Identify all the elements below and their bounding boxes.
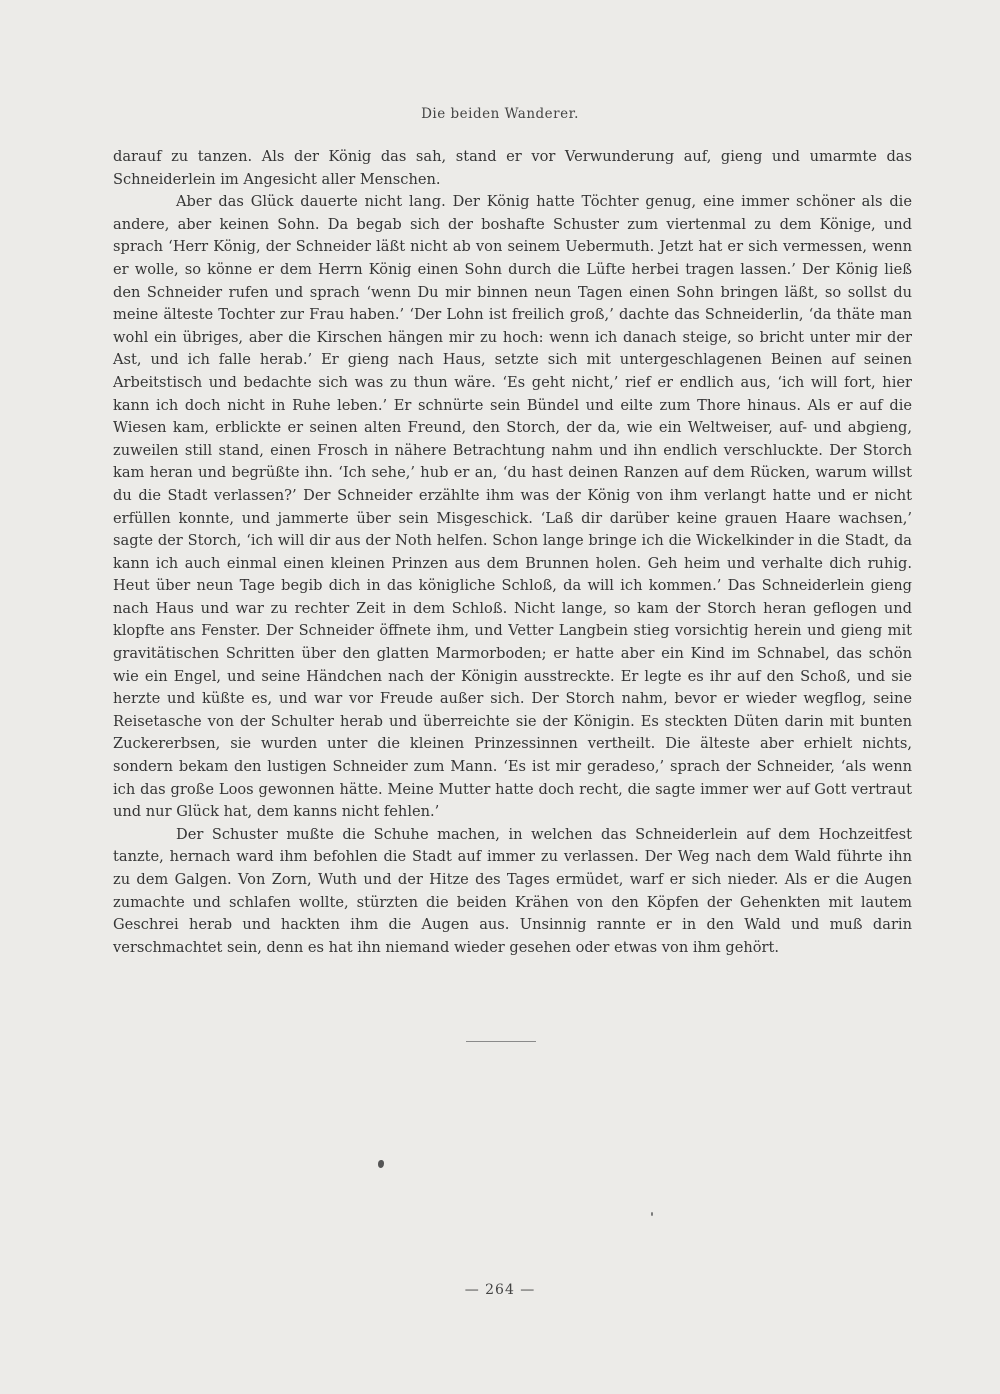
ink-speck-small bbox=[651, 1212, 653, 1216]
paragraph-2: Aber das Glück dauerte nicht lang. Der König hatte Töchter genug, eine immer schöner als die andere, aber keinen Sohn. Da begab sich der boshafte Schuster zum viertenmal zu dem Könige, und sprach ‘Herr König, der Schneider läßt nicht ab von seinem Uebermuth. Jetzt hat er sich vermessen, wenn er wolle, so könne er dem Herrn König einen Sohn durch die Lüfte herbei tragen lassen.’ Der König ließ den Schneider rufen und sprach ‘wenn Du mir binnen neun Tagen einen Sohn bringen läßt, so sollst du meine älteste Tochter zur Frau haben.’ ‘Der Lohn ist freilich groß,’ dachte das Schneiderlin, ‘da thäte man wohl ein übriges, aber die Kirschen hängen mir zu hoch: wenn ich danach steige, so bricht unter mir der Ast, und ich falle herab.’ Er gieng nach Haus, setzte sich mit untergeschlagenen Beinen auf seinen Arbeitstisch und bedachte sich was zu thun wäre. ‘Es geht nicht,’ rief er endlich aus, ‘ich will fort, hier kann ich doch nicht in Ruhe leben.’ Er schnürte sein Bündel und eilte zum Thore hinaus. Als er auf die Wiesen kam, erblickte er seinen alten Freund, den Storch, der da, wie ein Weltweiser, auf- und abgieng, zuweilen still stand, einen Frosch in nähere Betrachtung nahm und ihn endlich verschluckte. Der Storch kam heran und begrüßte ihn. ‘Ich sehe,’ hub er an, ‘du hast deinen Ranzen auf dem Rücken, warum willst du die Stadt verlassen?’ Der Schneider erzählte ihm was der König von ihm verlangt hatte und er nicht erfüllen konnte, und jammerte über sein Misgeschick. ‘Laß dir darüber keine grauen Haare wachsen,’ sagte der Storch, ‘ich will dir aus der Noth helfen. Schon lange bringe ich die Wickelkinder in die Stadt, da kann ich auch einmal einen kleinen Prinzen aus dem Brunnen holen. Geh heim und verhalte dich ruhig. Heut über neun Tage begib dich in das königliche Schloß, da will ich kommen.’ Das Schneiderlein gieng nach Haus und war zu rechter Zeit in dem Schloß. Nicht lange, so kam der Storch heran geflogen und klopfte ans Fenster. Der Schneider öffnete ihm, und Vetter Langbein stieg vorsichtig herein und gieng mit gravitätischen Schritten über den glatten Marmorboden; er hatte aber ein Kind im Schnabel, das schön wie ein Engel, und seine Händchen nach der Königin ausstreckte. Er legte es ihr auf den Schoß, und sie herzte und küßte es, und war vor Freude außer sich. Der Storch nahm, bevor er wieder wegflog, seine Reisetasche von der Schulter herab und überreichte sie der Königin. Es steckten Düten darin mit bunten Zuckererbsen, sie wurden unter die kleinen Prinzessinnen vertheilt. Die älteste aber erhielt nichts, sondern bekam den lustigen Schneider zum Mann. ‘Es ist mir geradeso,’ sprach der Schneider, ‘als wenn ich das große Loos gewonnen hätte. Meine Mutter hatte doch recht, die sagte immer wer auf Gott vertraut und nur Glück hat, dem kanns nicht fehlen.’ bbox=[113, 193, 912, 821]
paragraph-3: Der Schuster mußte die Schuhe machen, in welchen das Schneiderlein auf dem Hochzeitfest tanzte, hernach ward ihm befohlen die Stadt auf immer zu verlassen. Der Weg nach dem Wald führte ihn zu dem Galgen. Von Zorn, Wuth und der Hitze des Tages ermüdet, warf er sich nieder. Als er die Augen zumachte und schlafen wollte, stürzten die beiden Krähen von den Köpfen der Gehenkten mit lautem Geschrei herab und hackten ihm die Augen aus. Unsinnig rannte er in den Wald und muß darin verschmachtet sein, denn es hat ihn niemand wieder gesehen oder etwas von ihm gehört. bbox=[113, 825, 912, 956]
ink-speck bbox=[378, 1160, 384, 1168]
page-number: — 264 — bbox=[464, 1282, 536, 1298]
body-text bbox=[113, 146, 912, 959]
section-end-rule bbox=[466, 1041, 536, 1042]
running-title: Die beiden Wanderer. bbox=[421, 106, 579, 122]
paragraph-1: darauf zu tanzen. Als der König das sah, stand er vor Verwunderung auf, gieng und umarmte das Schneiderlein im Angesicht aller Menschen. bbox=[113, 148, 912, 188]
